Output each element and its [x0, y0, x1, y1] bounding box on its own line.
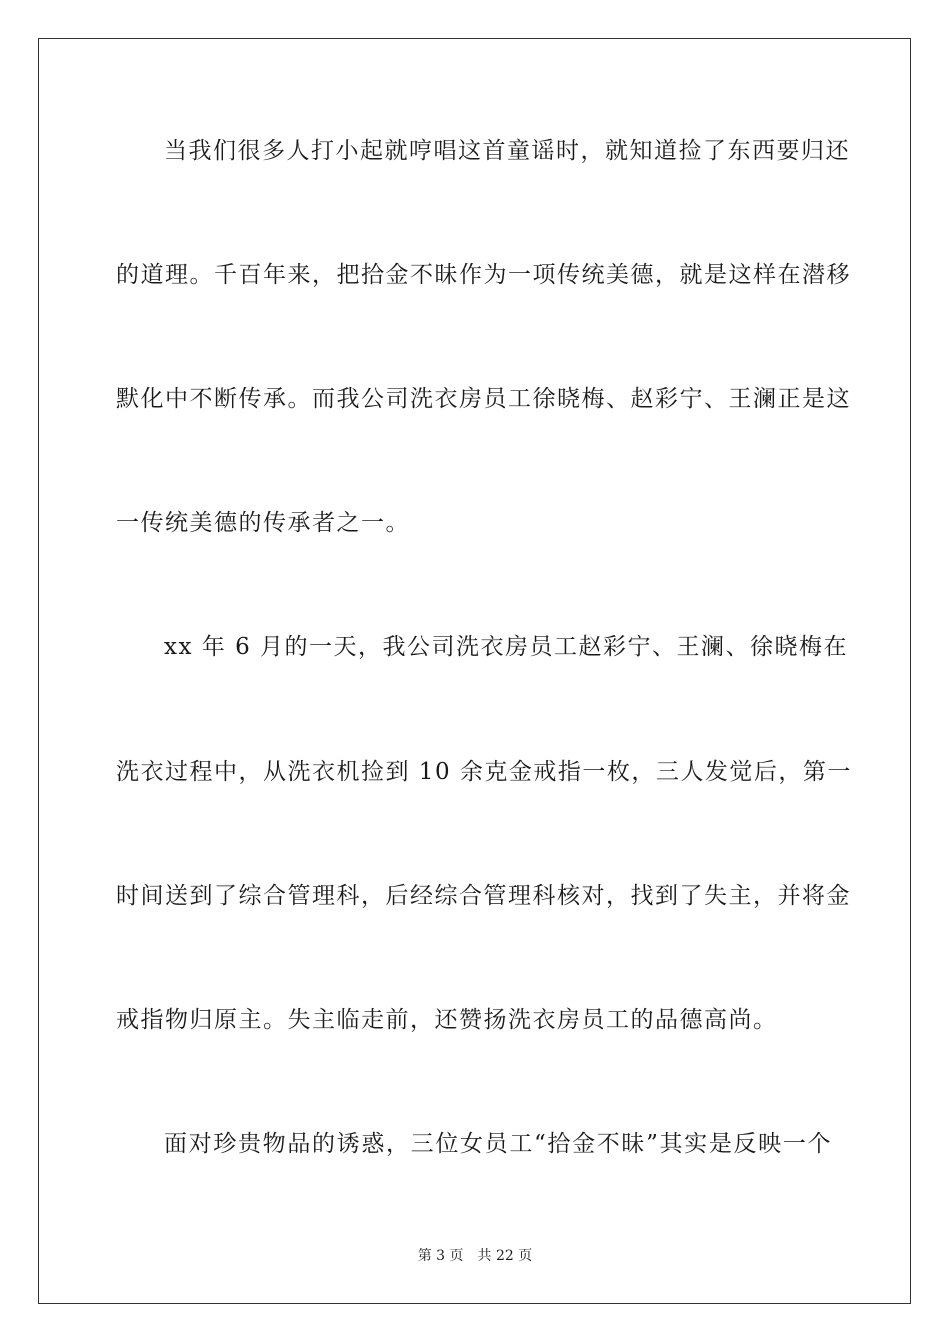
paragraph-1-line-4: 一传统美德的传承者之一。 — [116, 510, 410, 536]
paragraph-2-line-3: 时间送到了综合管理科，后经综合管理科核对，找到了失主，并将金 — [116, 883, 851, 909]
paragraph-2-line-1: xx 年 6 月的一天，我公司洗衣房员工赵彩宁、王澜、徐晓梅在 — [164, 634, 849, 660]
page-total: 共 22 页 — [477, 1248, 533, 1264]
page-footer — [0, 1247, 950, 1265]
paragraph-2-line-2: 洗衣过程中，从洗衣机捡到 10 余克金戒指一枚，三人发觉后，第一 — [116, 759, 852, 785]
page-border — [38, 38, 911, 1304]
paragraph-2-line-4: 戒指物归原主。失主临走前，还赞扬洗衣房员工的品德高尚。 — [116, 1007, 778, 1033]
paragraph-1-line-2: 的道理。千百年来，把拾金不昧作为一项传统美德，就是这样在潜移 — [116, 262, 851, 288]
paragraph-3-line-1: 面对珍贵物品的诱惑，三位女员工“拾金不昧”其实是反映一个 — [164, 1131, 832, 1157]
page-number: 第 3 页 — [417, 1248, 464, 1264]
paragraph-1-line-1: 当我们很多人打小起就哼唱这首童谣时，就知道捡了东西要归还 — [164, 138, 850, 164]
paragraph-1-line-3: 默化中不断传承。而我公司洗衣房员工徐晓梅、赵彩宁、王澜正是这 — [116, 386, 851, 412]
